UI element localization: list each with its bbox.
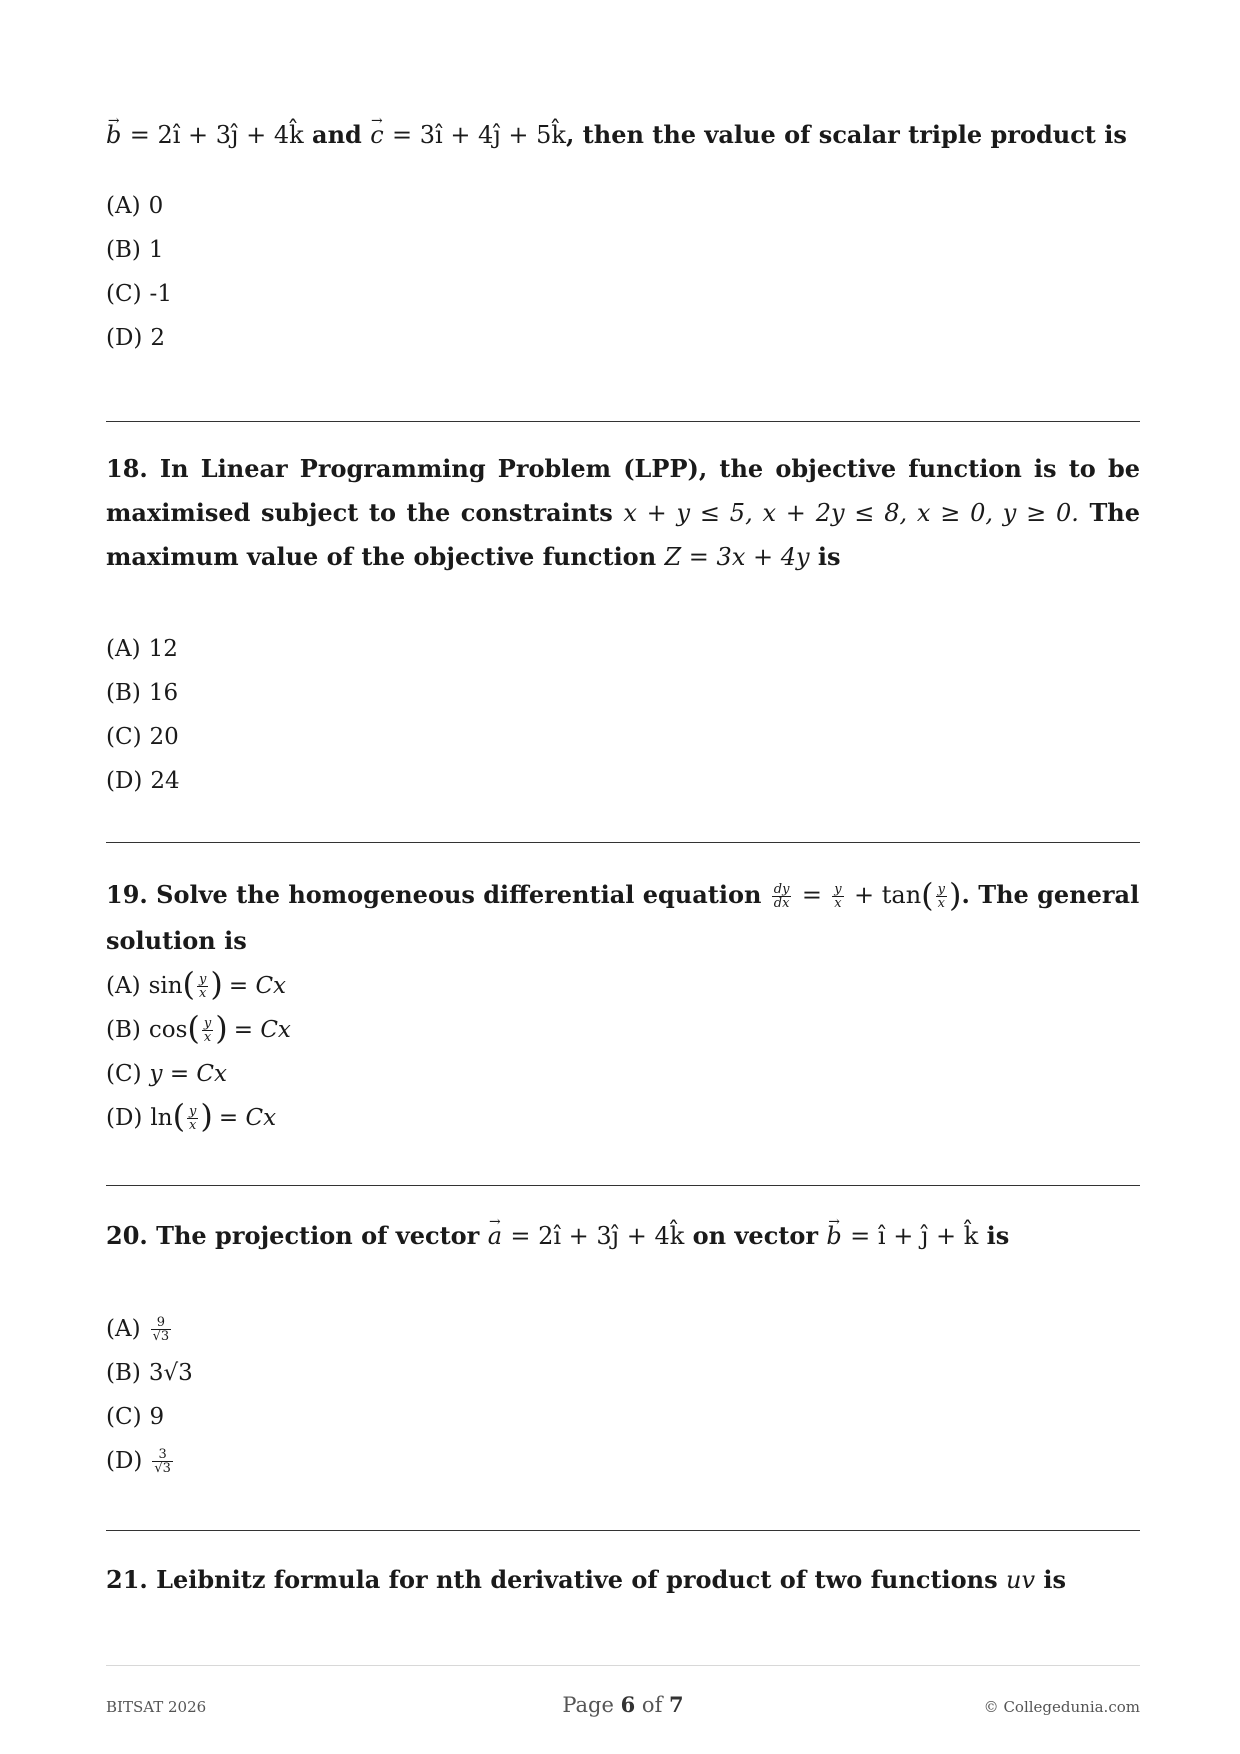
plus-tan: + tan [854,881,922,909]
option-b[interactable]: (B) cos ( $\frac{y}{x}$ ) = Cx [106,1008,291,1052]
vector-b: → b [106,113,121,157]
question-18-options [106,627,180,803]
option-c[interactable] [106,1395,193,1439]
option-value: 20 [149,724,179,750]
divider [106,421,1140,422]
question-number: 20. [106,1221,148,1250]
option-key: (B) [106,1017,141,1043]
fraction-y-x [197,973,208,1000]
option-a[interactable]: (A) sin ( $\frac{y}{x}$ ) = Cx [106,964,291,1008]
option-c[interactable] [106,715,180,759]
option-key: (D) [106,325,143,351]
option-rhs: = Cx [233,1017,291,1043]
uv-term: uv [1005,1566,1035,1594]
fraction-numerator: y [834,882,842,897]
question-17 [106,113,1140,157]
question-20-options [106,1307,193,1483]
question-20-text [106,1214,1140,1258]
question-20-text-mid: on vector [692,1221,819,1250]
question-21-text-post: is [1043,1565,1066,1594]
divider [106,1185,1140,1186]
option-b[interactable] [106,228,172,272]
fraction-numerator: y [203,1015,212,1031]
option-value: 12 [148,636,178,662]
objective-function: Z = 3x + 4y [664,543,810,571]
question-20-text-pre: The projection of vector [156,1221,480,1250]
fraction-3-sqrt3 [152,1448,173,1475]
fraction-y-x [832,883,843,910]
constraints: x + y ≤ 5, x + 2y ≤ 8, x ≥ 0, y ≥ 0. [623,499,1079,527]
question-19-options [106,964,291,1140]
page-word: Page [562,1693,614,1717]
option-d[interactable] [106,759,180,803]
option-func: cos [148,1017,188,1043]
option-key: (B) [106,1360,141,1386]
option-b[interactable] [106,671,180,715]
fraction-numerator: y [189,1103,197,1119]
vector-a-value: = 2î + 3ĵ + 4k̂ [510,1222,685,1250]
option-key: (D) [106,768,143,794]
footer-exam-name: BITSAT 2026 [106,1698,207,1716]
option-a[interactable] [106,1307,193,1351]
option-key: (A) [106,973,141,999]
divider [106,842,1140,843]
question-18-line2-pre: to the constraints [368,498,613,527]
option-key: (A) [106,636,141,662]
question-17-tail: , then the value of scalar triple product is [565,120,1127,149]
option-func: ln [150,1105,173,1131]
fraction-numerator: 3 [152,1448,173,1462]
fraction-numerator: y [937,882,946,897]
fraction-denominator: √3 [154,1460,171,1476]
of-word: of [641,1693,663,1717]
question-number: 18. [106,454,148,483]
vector-a: → a [488,1214,502,1258]
option-key: (C) [106,1061,142,1087]
and-text: and [312,120,362,149]
fraction-numerator: dy [773,882,790,897]
option-key: (C) [106,724,142,750]
option-value: -1 [149,281,172,307]
vector-b-value: = 2î + 3ĵ + 4k̂ [129,121,304,149]
fraction-y-x [936,883,947,910]
question-number: 21. [106,1565,148,1594]
option-key: (A) [106,1316,141,1342]
vector-b-value: = î + ĵ + k̂ [850,1222,979,1250]
question-18 [106,447,1140,579]
page-footer [106,1665,1140,1726]
fraction-denominator: √3 [152,1328,170,1344]
question-19-text-pre: Solve the homogeneous differential equation [156,880,762,909]
fraction-denominator: x [199,985,207,1001]
question-18-line3-pre: function [542,542,657,571]
question-20-text-post: is [986,1221,1010,1250]
question-18-line1: In Linear Programming Problem (LPP), the objective function is to be maximised subject [106,454,1140,527]
option-rhs: = Cx [228,973,287,999]
fraction-y-x [187,1105,198,1132]
question-18-line3-post: is [817,542,841,571]
option-value: 3√3 [148,1360,193,1386]
option-a[interactable] [106,184,172,228]
current-page: 6 [620,1692,636,1717]
vector-c-value: = 3î + 4ĵ + 5k̂ [392,121,566,149]
option-value: y = Cx [149,1061,228,1087]
fraction-denominator: x [834,896,842,911]
option-value: 9 [149,1404,165,1430]
footer-copyright: © Collegedunia.com [983,1698,1140,1716]
option-a[interactable] [106,627,180,671]
fraction-denominator: x [189,1117,197,1133]
option-key: (D) [106,1448,143,1474]
option-value: 16 [148,680,179,706]
question-number: 19. [106,880,148,909]
fraction-dy-dx [772,883,792,910]
option-value: 24 [150,768,180,794]
option-key: (B) [106,680,141,706]
question-20 [106,1214,1140,1258]
vector-c: → c [370,113,383,157]
option-key: (A) [106,193,141,219]
total-pages: 7 [669,1692,684,1717]
fraction-denominator: dx [773,896,790,911]
option-d[interactable] [106,316,172,360]
fraction-numerator: 9 [151,1316,172,1330]
question-21-text [106,1558,1140,1602]
document-page [106,0,1140,1754]
option-value: 0 [148,193,164,219]
option-d[interactable] [106,1439,193,1483]
fraction-y-x [202,1017,213,1044]
option-key: (B) [106,237,141,263]
fraction-denominator: x [203,1029,212,1045]
fraction-denominator: x [937,896,945,911]
option-key: (C) [106,1404,142,1430]
option-func: sin [148,973,183,999]
fraction-numerator: y [199,971,207,987]
question-18-text [106,447,1140,579]
question-19-text-post: . The general solution is [106,880,1140,955]
option-rhs: = Cx [218,1105,277,1131]
option-b[interactable] [106,1351,193,1395]
question-19-text: 19. Solve the homogeneous differential equation $\frac{dy}{dx}$ = $\frac{y}{x}$ + tan( $\frac{y}{x}$ ). The general solution is [106,875,1140,955]
option-key: (D) [106,1105,143,1131]
question-21 [106,1558,1140,1602]
question-19 [106,873,1140,963]
question-21-text-body: Leibnitz formula for nth derivative of product of two functions [156,1565,998,1594]
option-value: 2 [150,325,166,351]
option-value: 1 [148,237,164,263]
divider [106,1530,1140,1531]
question-17-options [106,184,172,360]
equals: = [801,881,822,909]
option-c[interactable] [106,1052,291,1096]
option-c[interactable] [106,272,172,316]
question-17-text [106,113,1140,157]
question-18-line2-post: The maximum value of the objective [106,498,1141,571]
option-key: (C) [106,281,142,307]
option-d[interactable]: (D) ln ( $\frac{y}{x}$ ) = Cx [106,1096,291,1140]
fraction-9-sqrt3 [151,1316,172,1343]
vector-b: → b [826,1214,841,1258]
